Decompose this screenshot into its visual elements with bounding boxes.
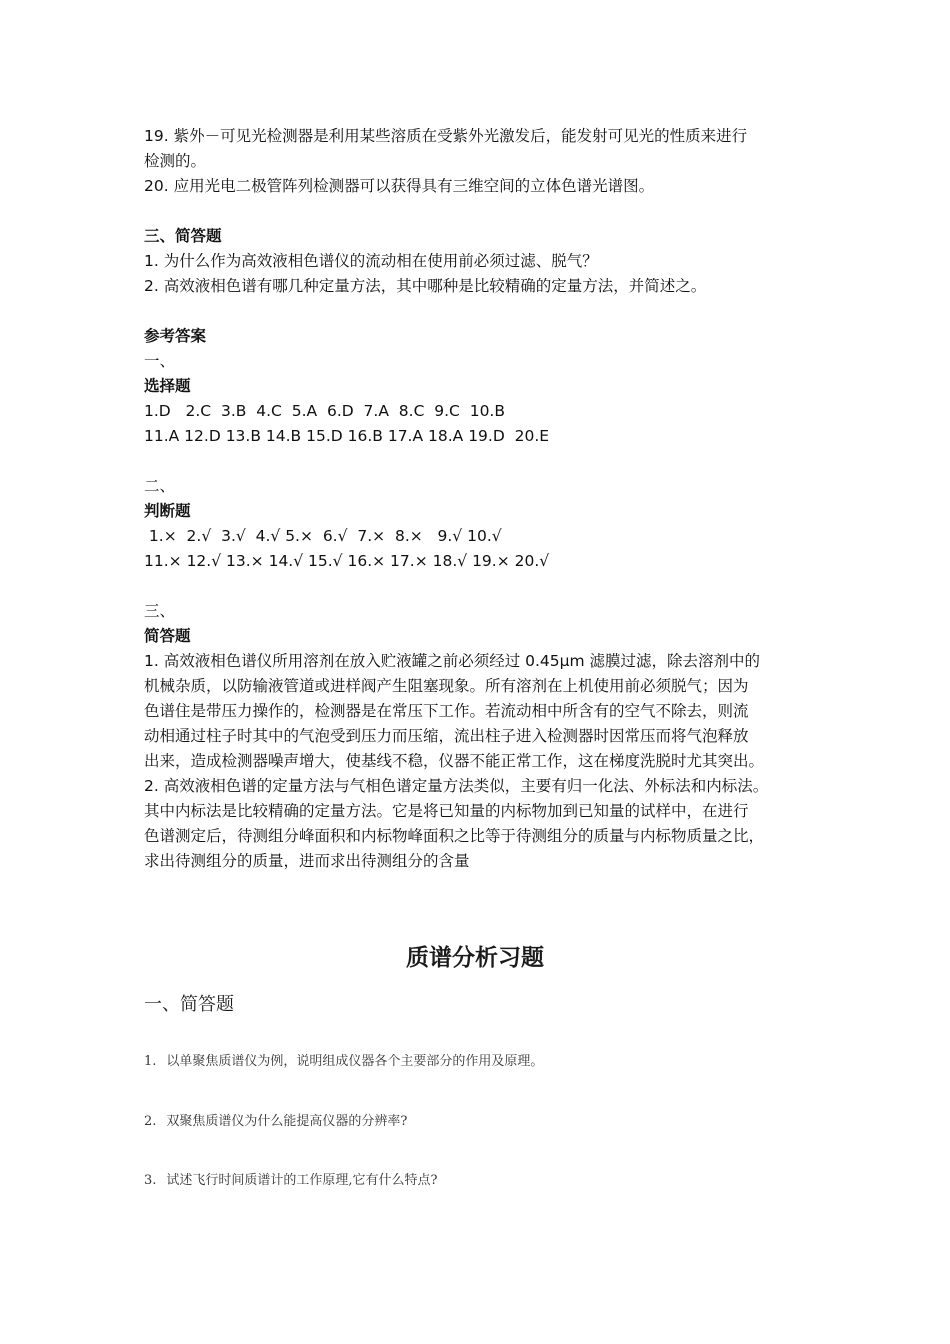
ms-question-3-text: 试述飞行时间质谱计的工作原理,它有什么特点? bbox=[166, 1173, 438, 1188]
answers-part2-label: 二、 bbox=[144, 477, 176, 495]
item-20: 20. 应用光电二极管阵列检测器可以获得具有三维空间的立体色谱光谱图。 bbox=[144, 177, 655, 195]
ms-question-3-number: 3. bbox=[144, 1173, 157, 1188]
ms-section-heading: 一、简答题 bbox=[144, 994, 234, 1015]
item-19-line-1: 19. 紫外－可见光检测器是利用某些溶质在受紫外光激发后，能发射可见光的性质来进行 bbox=[144, 127, 748, 145]
short-answer-question-2: 2. 高效液相色谱有哪几种定量方法，其中哪种是比较精确的定量方法，并简述之。 bbox=[144, 277, 707, 295]
ms-question-2 bbox=[144, 1110, 407, 1129]
spacer bbox=[144, 299, 816, 324]
answers-part1-label: 一、 bbox=[144, 352, 176, 370]
answers-part3-line-2: 机械杂质，以防输液管道或进样阀产生阻塞现象。所有溶剂在上机使用前必须脱气；因为 bbox=[144, 677, 749, 695]
answers-part3-title: 简答题 bbox=[144, 627, 191, 645]
short-answer-heading: 三、简答题 bbox=[144, 227, 222, 245]
ms-question-1 bbox=[144, 1050, 543, 1069]
answers-part1-title: 选择题 bbox=[144, 377, 191, 395]
spacer bbox=[144, 574, 816, 599]
answers-part3-line-3: 色谱住是带压力操作的，检测器是在常压下工作。若流动相中所含有的空气不除去，则流 bbox=[144, 702, 749, 720]
spacer bbox=[144, 449, 816, 474]
answers-part2-row-2: 11.× 12.√ 13.× 14.√ 15.√ 16.× 17.× 18.√ 19.× 20.√ bbox=[144, 552, 550, 570]
ms-exercise-title: 质谱分析习题 bbox=[406, 944, 544, 971]
answers-heading: 参考答案 bbox=[144, 327, 207, 345]
answers-part3-line-1: 1. 高效液相色谱仪所用溶剂在放入贮液罐之前必须经过 0.45μm 滤膜过滤，除去溶剂中的 bbox=[144, 652, 761, 670]
answers-part1-row-1: 1.D 2.C 3.B 4.C 5.A 6.D 7.A 8.C 9.C 10.B bbox=[144, 402, 505, 420]
answers-part3-line-8: 色谱测定后，待测组分峰面积和内标物峰面积之比等于待测组分的质量与内标物质量之比， bbox=[144, 827, 765, 845]
spacer bbox=[144, 199, 816, 224]
answers-part3-line-5: 出来，造成检测器噪声增大，使基线不稳，仪器不能正常工作，这在梯度洗脱时尤其突出。 bbox=[144, 752, 765, 770]
answers-part1-row-2: 11.A 12.D 13.B 14.B 15.D 16.B 17.A 18.A 19.D 20.E bbox=[144, 427, 550, 445]
ms-question-1-number: 1. bbox=[144, 1054, 157, 1069]
ms-question-2-text: 双聚焦质谱仪为什么能提高仪器的分辨率? bbox=[166, 1114, 408, 1129]
ms-question-1-text: 以单聚焦质谱仪为例，说明组成仪器各个主要部分的作用及原理。 bbox=[166, 1054, 544, 1069]
ms-question-2-number: 2. bbox=[144, 1114, 157, 1129]
short-answer-question-1: 1. 为什么作为高效液相色谱仪的流动相在使用前必须过滤、脱气？ bbox=[144, 252, 598, 270]
answers-part2-title: 判断题 bbox=[144, 502, 191, 520]
answers-part3-line-4: 动相通过柱子时其中的气泡受到压力而压缩，流出柱子进入检测器时因常压而将气泡释放 bbox=[144, 727, 749, 745]
answers-part3-line-9: 求出待测组分的质量，进而求出待测组分的含量 bbox=[144, 852, 470, 870]
answers-part2-row-1: 1.× 2.√ 3.√ 4.√ 5.× 6.√ 7.× 8.× 9.√ 10.√ bbox=[144, 527, 502, 545]
answers-part3-label: 三、 bbox=[144, 602, 176, 620]
ms-question-3 bbox=[144, 1169, 438, 1188]
document-body bbox=[144, 124, 816, 874]
answers-part3-line-7: 其中内标法是比较精确的定量方法。它是将已知量的内标物加到已知量的试样中，在进行 bbox=[144, 802, 749, 820]
answers-part3-line-6: 2. 高效液相色谱的定量方法与气相色谱定量方法类似，主要有归一化法、外标法和内标法。 bbox=[144, 777, 769, 795]
item-19-line-2: 检测的。 bbox=[144, 152, 207, 170]
